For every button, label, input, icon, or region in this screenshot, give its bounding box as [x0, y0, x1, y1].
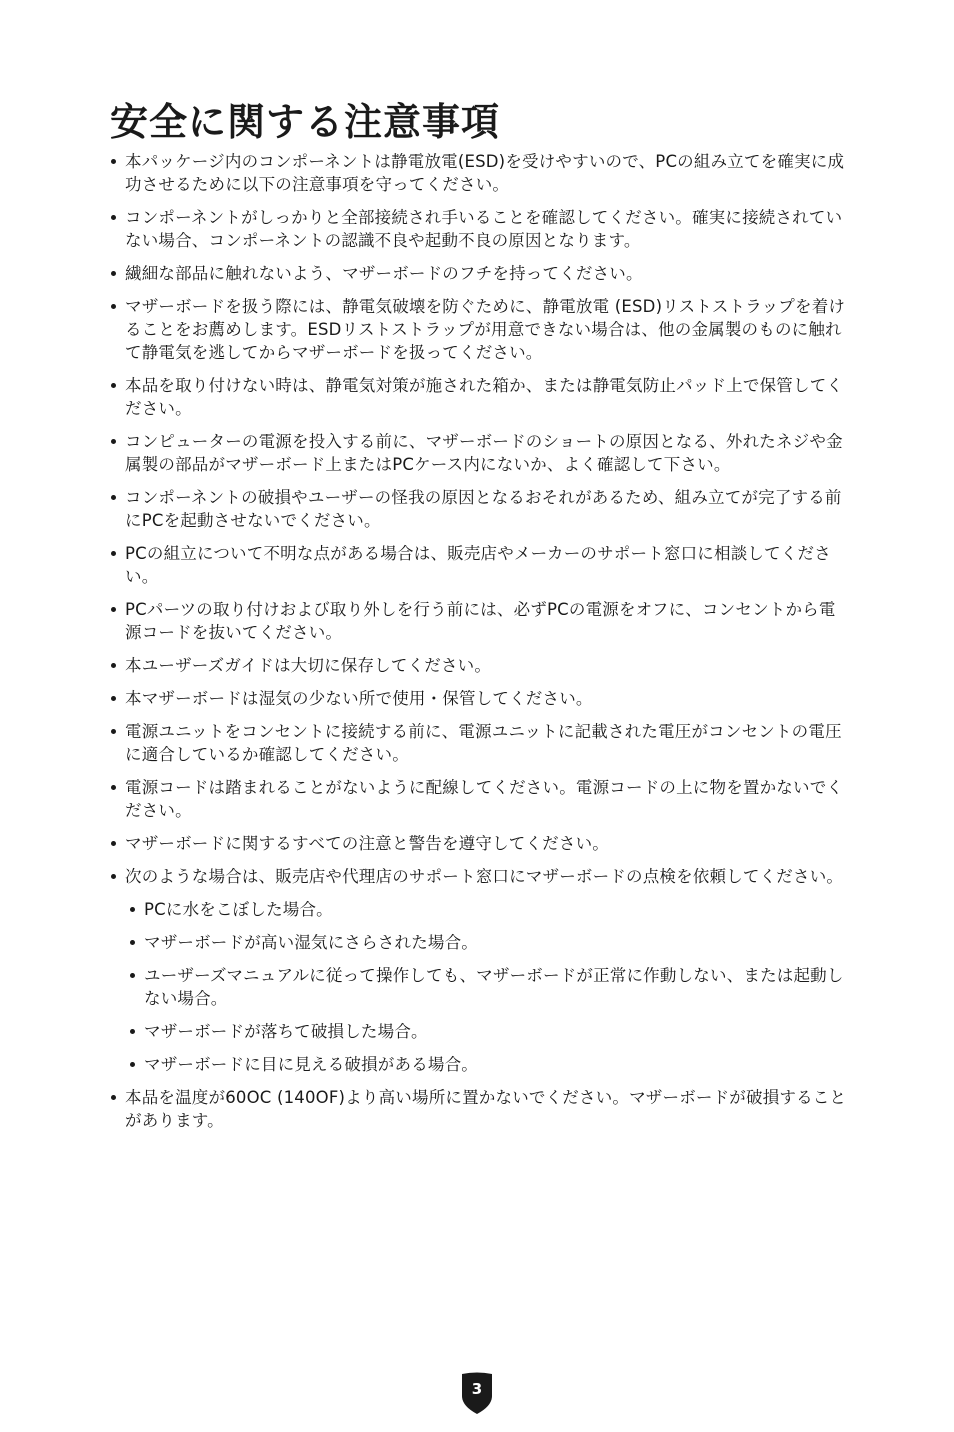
list-item: PCパーツの取り付けおよび取り外しを行う前には、必ずPCの電源をオフに、コンセントから電源コードを抜いてください。: [108, 598, 848, 644]
list-item: PCの組立について不明な点がある場合は、販売店やメーカーのサポート窓口に相談してください。: [108, 542, 848, 588]
list-item: 電源ユニットをコンセントに接続する前に、電源ユニットに記載された電圧がコンセントの電圧に適合しているか確認してください。: [108, 720, 848, 766]
list-item: 繊細な部品に触れないよう、マザーボードのフチを持ってください。: [108, 262, 848, 285]
list-item: 本パッケージ内のコンポーネントは静電放電(ESD)を受けやすいので、PCの組み立てを確実に成功させるために以下の注意事項を守ってください。: [108, 150, 848, 196]
list-item: 電源コードは踏まれることがないように配線してください。電源コードの上に物を置かないでください。: [108, 776, 848, 822]
list-item: マザーボードに関するすべての注意と警告を遵守してください。: [108, 832, 848, 855]
sub-list-item: マザーボードが落ちて破損した場合。: [127, 1020, 848, 1043]
list-item: 本品を温度が60OC (140OF)より高い場所に置かないでください。マザーボードが破損することがあります。: [108, 1086, 848, 1132]
list-item: コンポーネントの破損やユーザーの怪我の原因となるおそれがあるため、組み立てが完了する前にPCを起動させないでください。: [108, 486, 848, 532]
list-item: マザーボードを扱う際には、静電気破壊を防ぐために、静電放電 (ESD)リストストラップを着けることをお薦めします。ESDリストストラップが用意できない場合は、他の金属製のものに触れて静電気を逃してからマザーボードを扱ってください。: [108, 295, 848, 364]
list-item-with-subitems: [108, 865, 848, 1076]
sub-list-item: ユーザーズマニュアルに従って操作しても、マザーボードが正常に作動しない、または起動しない場合。: [127, 964, 848, 1010]
list-item: 本ユーザーズガイドは大切に保存してください。: [108, 654, 848, 677]
list-item: コンピューターの電源を投入する前に、マザーボードのショートの原因となる、外れたネジや金属製の部品がマザーボード上またはPCケース内にないか、よく確認して下さい。: [108, 430, 848, 476]
page-number: 3: [471, 1380, 483, 1398]
list-item: 本品を取り付けない時は、静電気対策が施された箱か、または静電気防止パッド上で保管してください。: [108, 374, 848, 420]
list-item: コンポーネントがしっかりと全部接続され手いることを確認してください。確実に接続されていない場合、コンポーネントの認識不良や起動不良の原因となります。: [108, 206, 848, 252]
list-item-text: 次のような場合は、販売店や代理店のサポート窓口にマザーボードの点検を依頼してください。: [125, 867, 844, 886]
page-title: 安全に関する注意事項: [110, 100, 501, 144]
list-item: 本マザーボードは湿気の少ない所で使用・保管してください。: [108, 687, 848, 710]
sub-list-item: マザーボードに目に見える破損がある場合。: [127, 1053, 848, 1076]
sub-list: [125, 898, 848, 1076]
sub-list-item: マザーボードが高い湿気にさらされた場合。: [127, 931, 848, 954]
safety-list: [108, 150, 848, 1142]
page-number-badge: [458, 1370, 496, 1416]
sub-list-item: PCに水をこぼした場合。: [127, 898, 848, 921]
